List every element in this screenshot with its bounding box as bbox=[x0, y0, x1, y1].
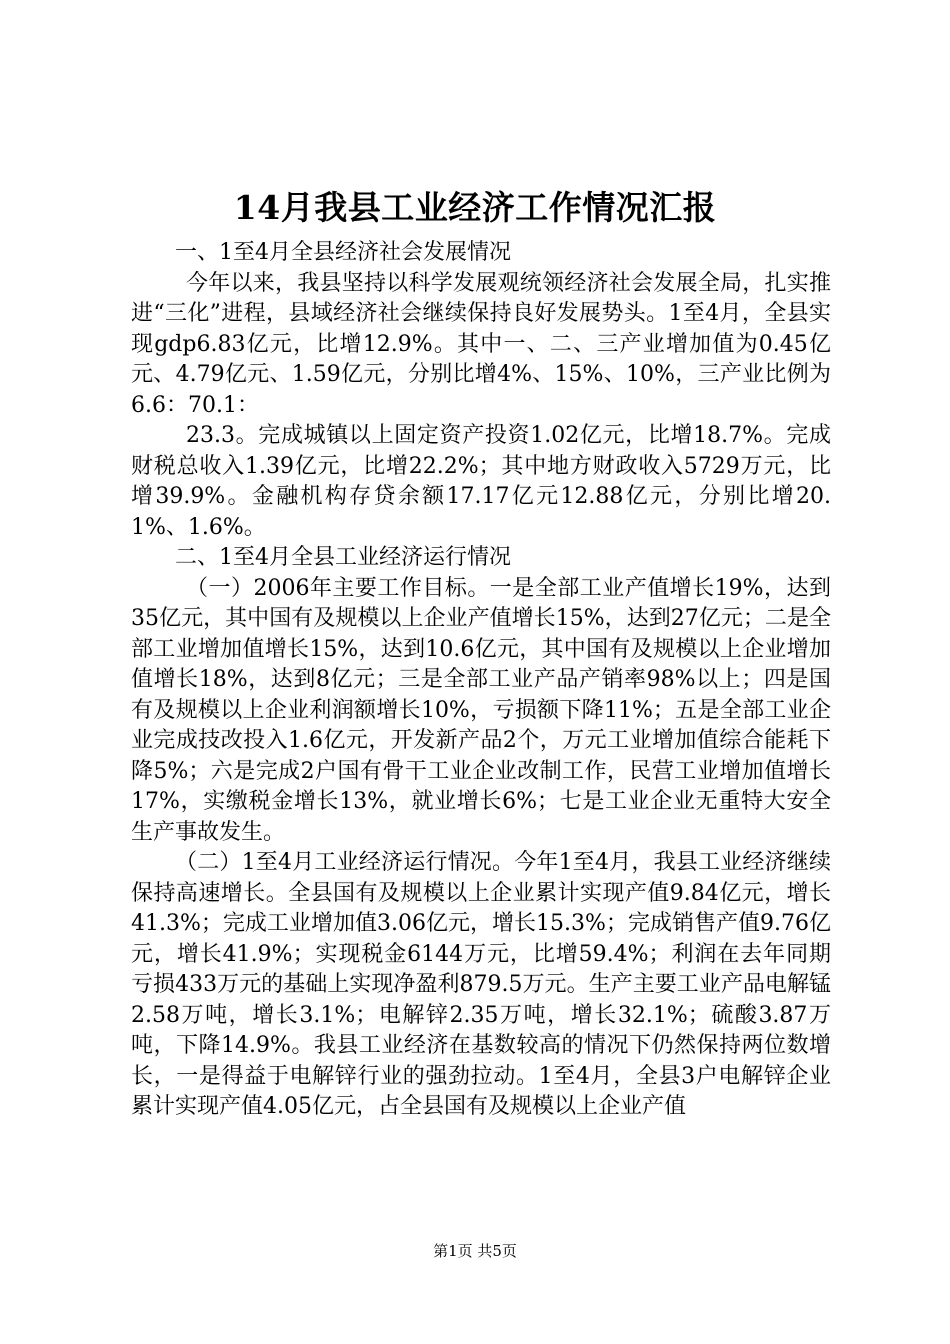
document-body bbox=[131, 238, 831, 1123]
paragraph-4: 二、1至4月全县工业经济运行情况 bbox=[175, 545, 511, 570]
paragraph-1: 一、1至4月全县经济社会发展情况 bbox=[175, 240, 511, 265]
page-footer: 第1页 共5页 bbox=[433, 1242, 517, 1260]
paragraph-3: 23.3。完成城镇以上固定资产投资1.02亿元，比增18.7%。完成财税总收入1.39亿元，比增22.2%；其中地方财政收入5729万元，比增39.9%。金融机构存贷余额17.17亿元12.88亿元，分别比增20.1%、1.6%。 bbox=[131, 423, 831, 540]
paragraph-5: （一）2006年主要工作目标。一是全部工业产值增长19%，达到35亿元，其中国有及规模以上企业产值增长15%，达到27亿元；二是全部工业增加值增长15%，达到10.6亿元，其中国有及规模以上企业增加值增长18%，达到8亿元；三是全部工业产品产销率98%以上；四是国有及规模以上企业利润额增长10%，亏损额下降11%；五是全部工业企业完成技改投入1.6亿元，开发新产品2个，万元工业增加值综合能耗下降5%；六是完成2户国有骨干工业企业改制工作，民营工业增加值增长17%，实缴税金增长13%，就业增长6%；七是工业企业无重特大安全生产事故发生。 bbox=[131, 575, 831, 845]
paragraph-6: （二）1至4月工业经济运行情况。今年1至4月，我县工业经济继续保持高速增长。全县国有及规模以上企业累计实现产值9.84亿元，增长41.3%；完成工业增加值3.06亿元，增长15.3%；完成销售产值9.76亿元，增长41.9%；实现税金6144万元，比增59.4%；利润在去年同期亏损433万元的基础上实现净盈利879.5万元。生产主要工业产品电解锰2.58万吨，增长3.1%；电解锌2.35万吨，增长32.1%；硫酸3.87万吨，下降14.9%。我县工业经济在基数较高的情况下仍然保持两位数增长，一是得益于电解锌行业的强劲拉动。1至4月，全县3户电解锌企业累计实现产值4.05亿元，占全县国有及规模以上企业产值 bbox=[131, 850, 831, 1119]
paragraph-2: 今年以来，我县坚持以科学发展观统领经济社会发展全局，扎实推进“三化”进程，县域经济社会继续保持良好发展势头。1至4月，全县实现gdp6.83亿元，比增12.9%。其中一、二、三产业增加值为0.45亿元、4.79亿元、1.59亿元，分别比增4%、15%、10%，三产业比例为6.6：70.1： bbox=[131, 270, 831, 418]
document-title: 14月我县工业经济工作情况汇报 bbox=[233, 188, 717, 227]
